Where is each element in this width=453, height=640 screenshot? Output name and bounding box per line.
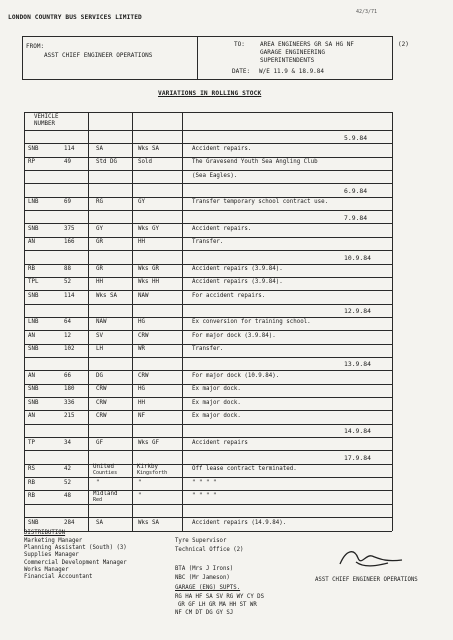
vehicle-class: RP <box>28 159 35 166</box>
reason-text: For major dock (3.9.84). <box>192 332 276 339</box>
reason-text: (Sea Eagles). <box>192 172 238 179</box>
vehicle-number: 114 <box>64 292 75 299</box>
vehicle-class: SNB <box>28 399 39 406</box>
distribution-item: Marketing Manager <box>24 538 83 544</box>
to-value: Wks GF <box>138 439 159 446</box>
vehicle-class: TP <box>28 439 35 446</box>
reason-text: Accident repairs. <box>192 145 252 152</box>
date-heading: 12.9.84 <box>344 307 371 315</box>
from-value: GF <box>96 439 103 446</box>
from-value: HH <box>96 279 103 286</box>
vehicle-class: SNB <box>28 519 39 526</box>
to-line-1: AREA ENGINEERS GR SA HG NF <box>260 41 354 48</box>
from-value: CRW <box>96 386 107 393</box>
reason-text: Accident repairs <box>192 439 248 446</box>
from-value: Std DG <box>96 159 117 166</box>
to-value: HG <box>138 386 145 393</box>
vehicle-class: LNB <box>28 319 39 326</box>
to-value: WR <box>138 346 145 353</box>
from-value: RG <box>96 199 103 206</box>
col-header-vehicle-2: NUMBER <box>34 121 55 127</box>
to-value: " <box>138 492 142 499</box>
vehicle-class: AN <box>28 412 35 419</box>
to-value: Sold <box>138 159 152 166</box>
vehicle-number: 48 <box>64 492 71 499</box>
vehicle-class: RB <box>28 266 35 272</box>
reason-text: Ex major dock. <box>192 399 241 406</box>
signature-caption: ASST CHIEF ENGINEER OPERATIONS <box>315 577 418 583</box>
vehicle-number: 114 <box>64 145 75 152</box>
reason-text: Ex conversion for training school. <box>192 319 311 326</box>
vehicle-class: RB <box>28 492 35 499</box>
distribution-item: Works Manager <box>24 566 69 573</box>
date-heading: 14.9.84 <box>344 427 371 436</box>
from-value: ASST CHIEF ENGINEER OPERATIONS <box>44 52 153 59</box>
col-header-vehicle: VEHICLE <box>34 114 59 120</box>
reason-text: The Gravesend Youth Sea Angling Club <box>192 159 318 166</box>
date-heading: 10.9.84 <box>344 253 371 262</box>
to-value: Wks GY <box>138 225 159 232</box>
from-value: SA <box>96 519 103 526</box>
from-value: SV <box>96 332 103 339</box>
to-value: " <box>138 479 142 486</box>
vehicle-number: 284 <box>64 519 75 526</box>
vehicle-class: TPL <box>28 279 39 286</box>
distribution-item: Supplies Manager <box>24 552 79 559</box>
from-value: Wks SA <box>96 292 117 299</box>
reason-text: Accident repairs. <box>192 225 252 232</box>
to-value: CRW <box>138 332 149 339</box>
distribution-item: GARAGE (ENG) SUPTS. <box>175 584 241 591</box>
vehicle-number: 375 <box>64 225 75 232</box>
corner-mark: 42/3/71 <box>356 9 378 15</box>
page-number: (2) <box>398 41 409 48</box>
vehicle-number: 52 <box>64 479 71 486</box>
from-label: FROM: <box>26 43 45 50</box>
to-value: HG <box>138 319 145 326</box>
vehicle-number: 42 <box>64 466 71 473</box>
to-value: HH <box>138 399 145 406</box>
vehicle-class: LNB <box>28 199 39 206</box>
garage-codes-line-2: GR GF LH GR MA HH ST WR <box>178 602 257 608</box>
date-heading: 13.9.84 <box>344 360 371 369</box>
to-value: CRW <box>138 372 149 379</box>
from-value: Midland <box>93 490 118 497</box>
reason-text: Accident repairs (14.9.84). <box>192 519 287 526</box>
to-value: GY <box>138 199 145 206</box>
vehicle-number: 12 <box>64 332 71 339</box>
vehicle-class: SNB <box>28 145 39 152</box>
from-value: United <box>93 464 114 471</box>
reason-text: Transfer. <box>192 346 224 353</box>
signature-icon <box>336 544 406 572</box>
distribution-label: DISTRIBUTION <box>24 530 66 536</box>
vehicle-class: AN <box>28 239 35 246</box>
vehicle-number: 69 <box>64 199 71 206</box>
from-value-2: Red <box>93 496 103 503</box>
to-value: Wks HH <box>138 279 159 286</box>
from-value: " <box>96 479 100 486</box>
distribution-item: NBC (Mr Jameson) <box>175 575 230 582</box>
vehicle-number: 66 <box>64 372 71 379</box>
reason-text: Transfer temporary school contract use. <box>192 199 329 206</box>
distribution-item: Planning Assistant (South) (3) <box>24 545 127 552</box>
reason-text: " " " " <box>192 492 217 499</box>
from-value: GY <box>96 225 103 232</box>
from-value: DG <box>96 372 103 379</box>
vehicle-number: 180 <box>64 386 75 393</box>
distribution-item: BTA (Mrs J Irons) <box>175 565 234 572</box>
vehicle-class: AN <box>28 372 35 379</box>
vehicle-class: RB <box>28 479 35 486</box>
date-heading: 6.9.84 <box>344 186 368 195</box>
reason-text: For major dock (10.9.84). <box>192 372 280 379</box>
vehicle-class: SNB <box>28 292 39 299</box>
from-value: GR <box>96 266 103 272</box>
vehicle-number: 215 <box>64 412 75 419</box>
vehicle-class: RS <box>28 466 35 473</box>
vehicle-number: 34 <box>64 439 71 446</box>
vehicle-number: 102 <box>64 346 75 353</box>
distribution-item: Technical Office (2) <box>175 547 244 554</box>
reason-text: Ex major dock. <box>192 386 241 393</box>
vehicle-class: SNB <box>28 225 39 232</box>
vehicle-number: 336 <box>64 399 75 406</box>
date-heading: 17.9.84 <box>344 453 371 462</box>
page-title: VARIATIONS IN ROLLING STOCK <box>158 90 262 97</box>
vehicle-number: 88 <box>64 266 71 272</box>
distribution-item: Financial Accountant <box>24 574 93 580</box>
from-value-2: Counties <box>93 470 118 477</box>
from-value: CRW <box>96 412 107 419</box>
to-line-3: SUPERINTENDENTS <box>260 57 315 64</box>
distribution-item: Tyre Supervisor <box>175 538 227 544</box>
company-name: LONDON COUNTRY BUS SERVICES LIMITED <box>8 14 142 21</box>
vehicle-number: 52 <box>64 279 71 286</box>
date-label: DATE: <box>232 68 251 75</box>
from-value: NAW <box>96 319 107 326</box>
from-value: LH <box>96 346 103 353</box>
reason-text: Transfer. <box>192 239 224 246</box>
reason-text: Ex major dock. <box>192 412 241 419</box>
to-value-2: Kingsforth <box>137 470 168 477</box>
to-value: HH <box>138 239 145 246</box>
date-value: W/E 11.9 & 18.9.84 <box>259 68 325 75</box>
reason-text: " " " " <box>192 479 217 486</box>
vehicle-class: AN <box>28 332 35 339</box>
distribution-item: Commercial Development Manager <box>24 559 127 566</box>
reason-text: For accident repairs. <box>192 292 266 299</box>
vehicle-number: 64 <box>64 319 71 326</box>
vehicle-class: SNB <box>28 386 39 393</box>
to-value: NF <box>138 412 145 419</box>
date-heading: 5.9.84 <box>344 133 368 142</box>
reason-text: Accident repairs (3.9.84). <box>192 279 283 286</box>
to-value: Wks GR <box>138 266 159 272</box>
to-value: Wks SA <box>138 145 159 152</box>
to-value: NAW <box>138 292 149 299</box>
from-value: CRW <box>96 399 107 406</box>
vehicle-number: 166 <box>64 239 75 246</box>
to-label: TO: <box>234 41 245 48</box>
reason-text: Off lease contract terminated. <box>192 466 297 473</box>
to-line-2: GARAGE ENGINEERING <box>260 49 326 56</box>
vehicle-number: 49 <box>64 159 71 166</box>
to-value: Wks SA <box>138 519 159 526</box>
vehicle-class: SNB <box>28 346 39 353</box>
garage-codes-line-3: NF CM DT DG GY SJ <box>175 610 234 616</box>
date-heading: 7.9.84 <box>344 213 368 222</box>
reason-text: Accident repairs (3.9.84). <box>192 266 283 272</box>
from-value: SA <box>96 145 103 152</box>
garage-codes-line-1: RG HA HF SA SV RG WY CY DS <box>175 594 265 600</box>
from-value: GR <box>96 239 103 246</box>
to-value: Kirkby <box>137 464 158 471</box>
